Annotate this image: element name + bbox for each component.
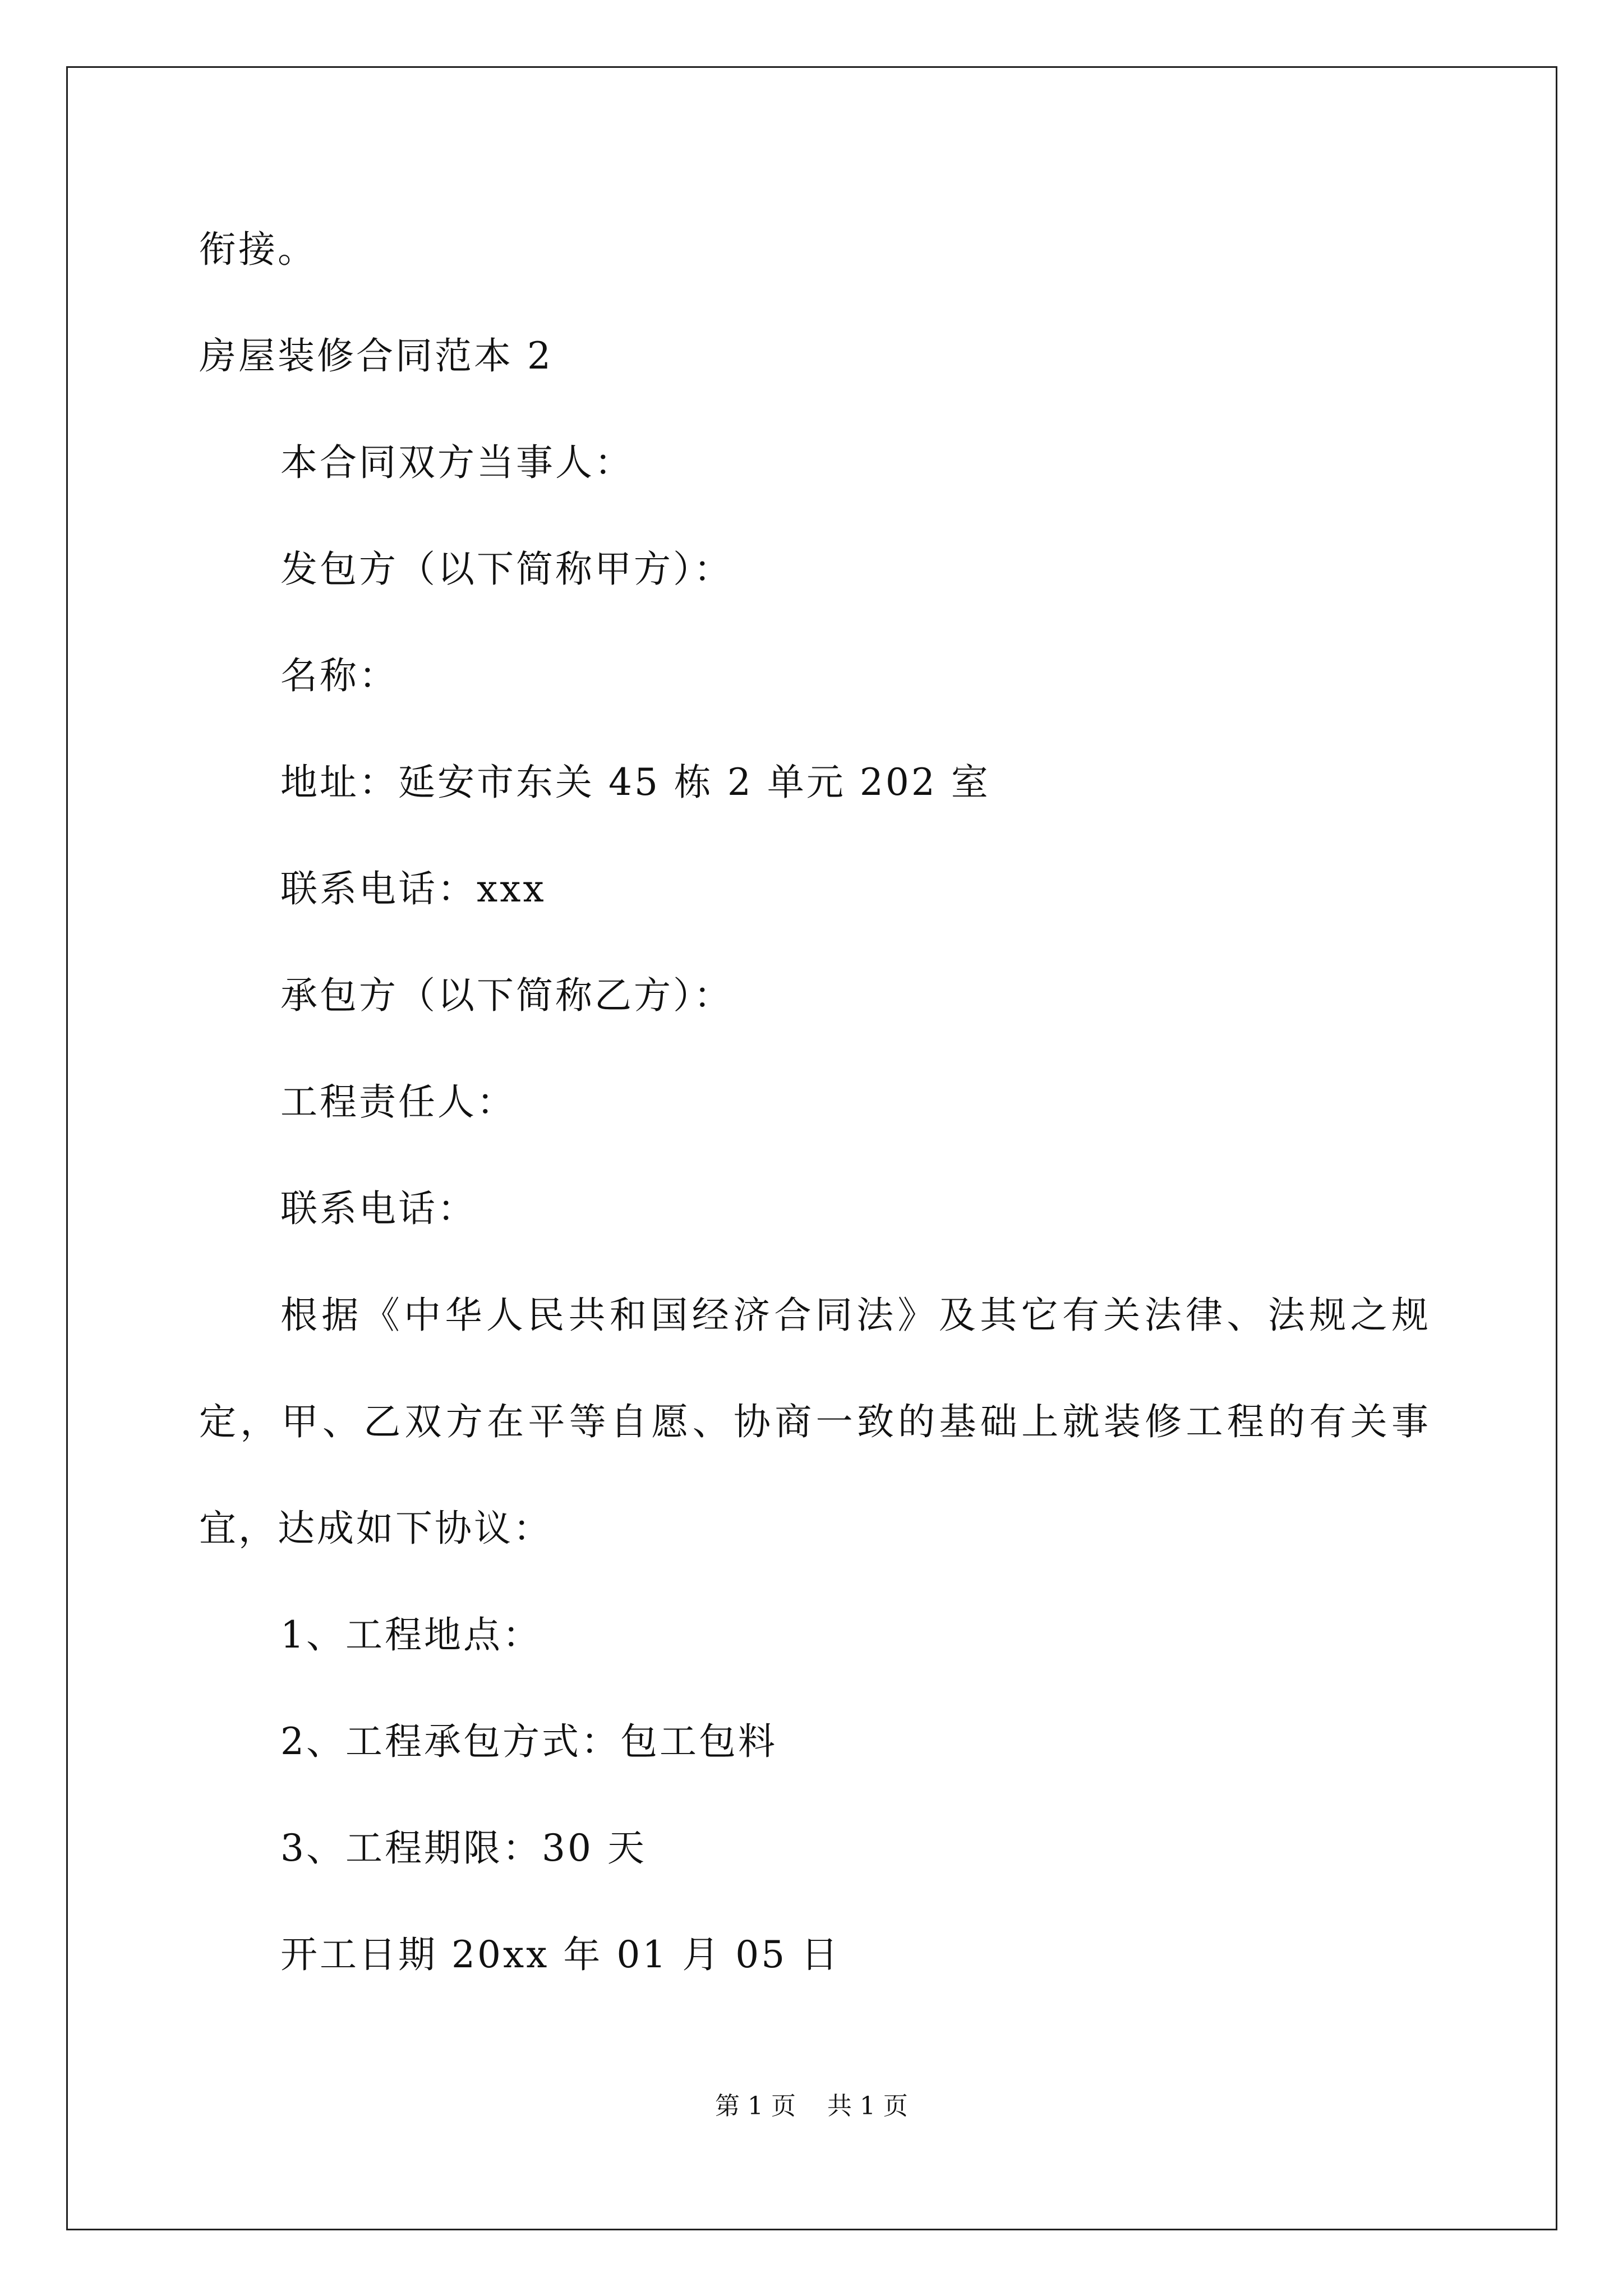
section-title: 房屋装修合同范本 2 xyxy=(199,334,553,378)
text-line-9: 工程责任人： xyxy=(280,1080,516,1124)
text-line-17: 开工日期 20xx 年 01 月 05 日 xyxy=(280,1933,841,1976)
text-line-4: 发包方（以下简称甲方）： xyxy=(280,547,733,591)
paragraph-line-1: 根据《中华人民共和国经济合同法》及其它有关法律、法规之规 xyxy=(280,1294,1431,1337)
text-line-8: 承包方（以下简称乙方）： xyxy=(280,974,733,1017)
text-line-16: 3、工程期限：30 天 xyxy=(280,1826,647,1870)
text-line-10: 联系电话： xyxy=(280,1187,477,1230)
text-line-5: 名称： xyxy=(280,654,398,697)
text-line-15: 2、工程承包方式：包工包料 xyxy=(280,1720,777,1763)
text-line-14: 1、工程地点： xyxy=(280,1613,542,1657)
paragraph-line-3: 宜，达成如下协议： xyxy=(199,1507,552,1550)
text-line-6: 地址：延安市东关 45 栋 2 单元 202 室 xyxy=(280,761,990,804)
text-line-3: 本合同双方当事人： xyxy=(280,441,634,484)
text-line-1: 衔接。 xyxy=(199,228,317,271)
paragraph-line-2: 定，甲、乙双方在平等自愿、协商一致的基础上就装修工程的有关事 xyxy=(199,1400,1431,1443)
text-line-7: 联系电话：xxx xyxy=(280,867,546,910)
page-footer: 第 1 页 共 1 页 xyxy=(715,2092,908,2120)
page-frame xyxy=(66,66,1557,2230)
